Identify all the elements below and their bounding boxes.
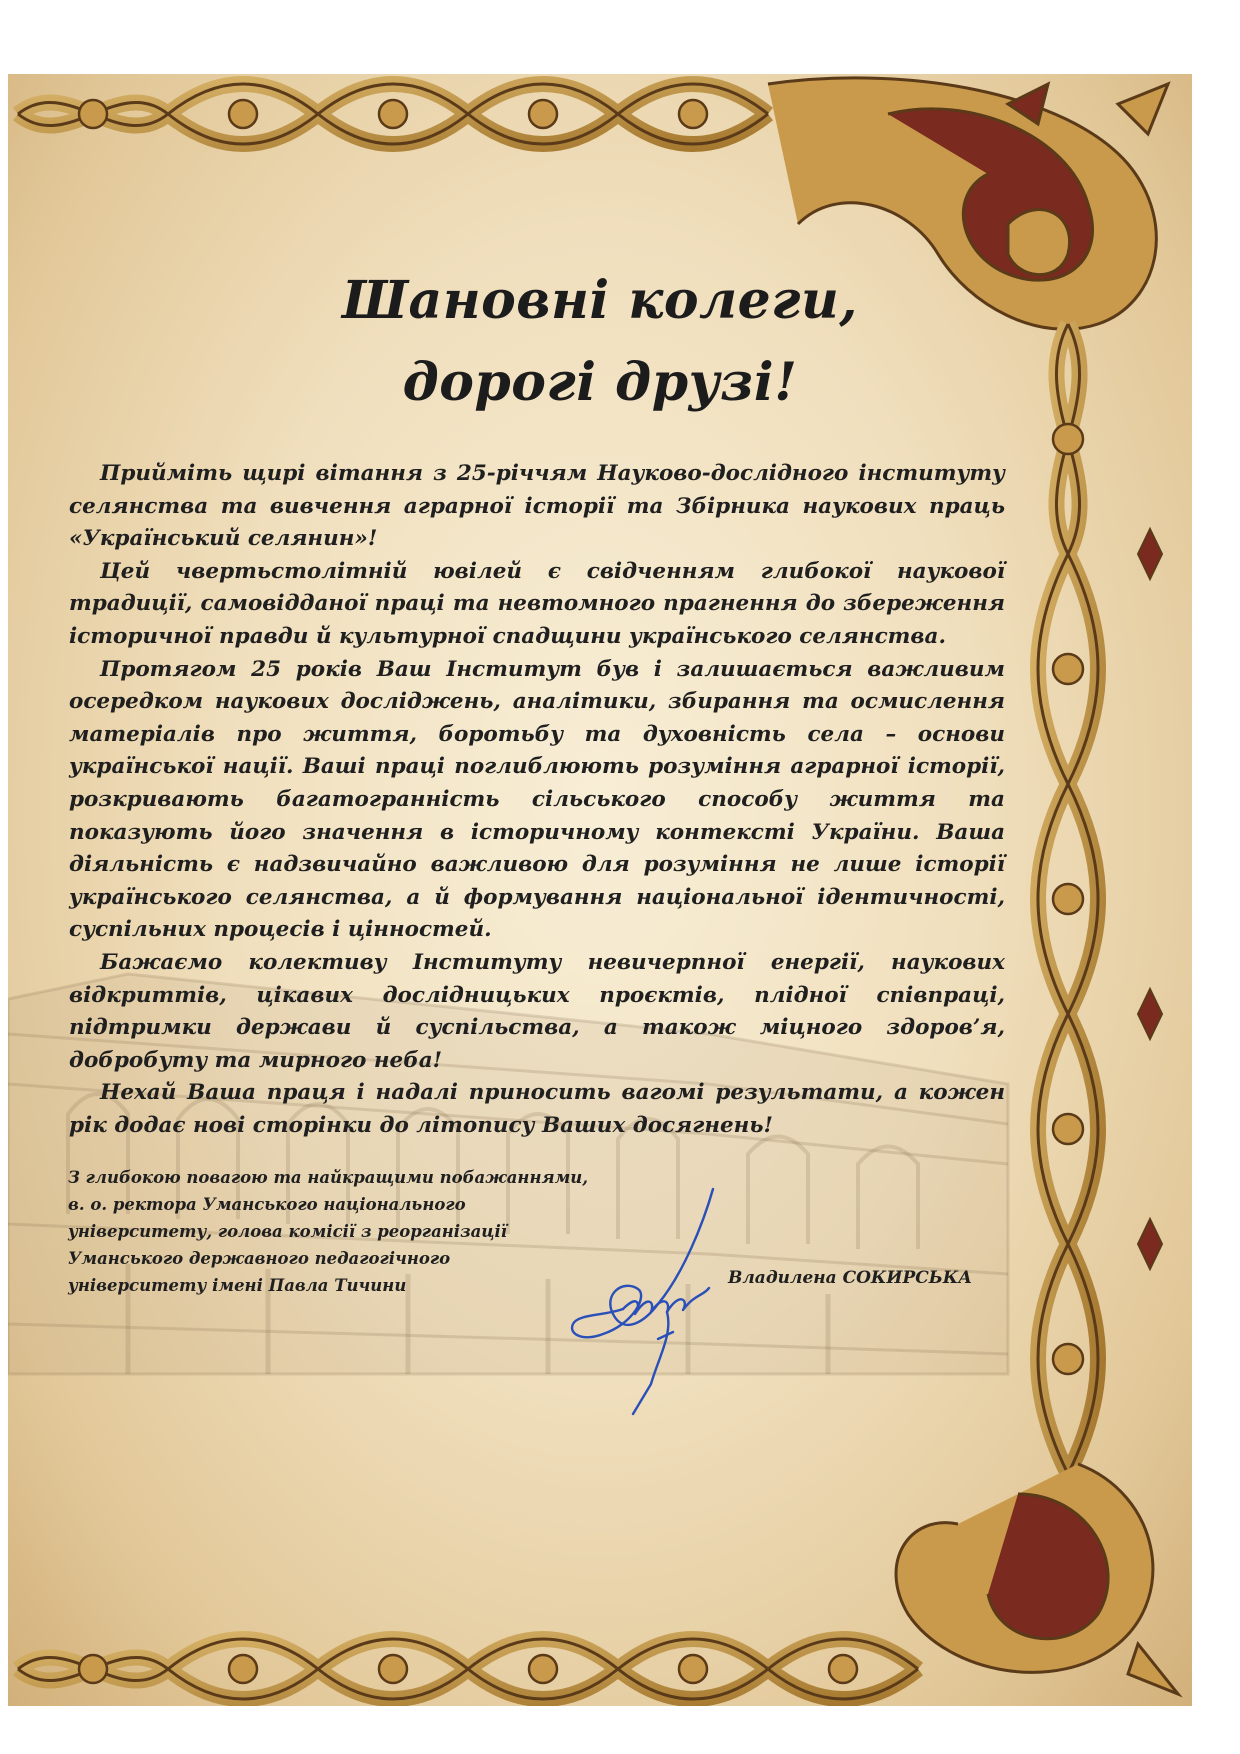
closing-line: Уманського державного педагогічного: [68, 1249, 451, 1268]
body-paragraph: Нехай Ваша праця і надалі приносить вагомі результати, а кожен рік додає нові сторінки до літопису Ваших досягнень!: [69, 1080, 1005, 1138]
body-paragraph: Прийміть щирі вітання з 25-річчям Науково-дослідного інституту селянства та вивчення аграрної історії та Збірника наукових праць «Український селянин»!: [69, 461, 1005, 552]
title-line-1: Шановні колеги,: [342, 270, 858, 331]
body-paragraph: Протягом 25 років Ваш Інститут був і залишається важливим осередком наукових досліджень, аналітики, збирання та осмислення матеріалів про життя, боротьбу та духовність села – основи української нації. Ваші праці поглиблюють розуміння аграрної історії, розкривають багатогранність сільського способу життя та показують його значення в історичному контексті України. Ваша діяльність є надзвичайно важливою для розуміння не лише історії українського селянства, а й формування національної ідентичності, суспільних процесів і цінностей.: [69, 656, 1005, 943]
closing-line: в. о. ректора Уманського національного: [68, 1195, 466, 1214]
body-paragraph: Бажаємо колективу Інституту невичерпної енергії, наукових відкриттів, цікавих дослідницьких проєктів, плідної співпраці, підтримки держави й суспільства, а також міцного здоров’я, добробуту та мирного неба!: [69, 949, 1005, 1073]
closing-line: університету, голова комісії з реорганізації: [68, 1222, 508, 1241]
title-line-2: дорогі друзі!: [402, 352, 798, 413]
letter-body: [69, 458, 1005, 1142]
closing-line: університету імені Павла Тичини: [68, 1276, 407, 1295]
body-paragraph: Цей чвертьстолітній ювілей є свідченням глибокої наукової традиції, самовідданої праці та невтомного прагнення до збереження історичної правди й культурної спадщини українського селянства.: [69, 558, 1005, 649]
closing-line: З глибокою повагою та найкращими побажаннями,: [68, 1168, 589, 1187]
handwritten-signature: [563, 1184, 763, 1419]
letter-sheet: [8, 74, 1192, 1706]
letter-content: [8, 74, 1192, 1706]
signer-name: Владилена СОКИРСЬКА: [728, 1268, 973, 1288]
